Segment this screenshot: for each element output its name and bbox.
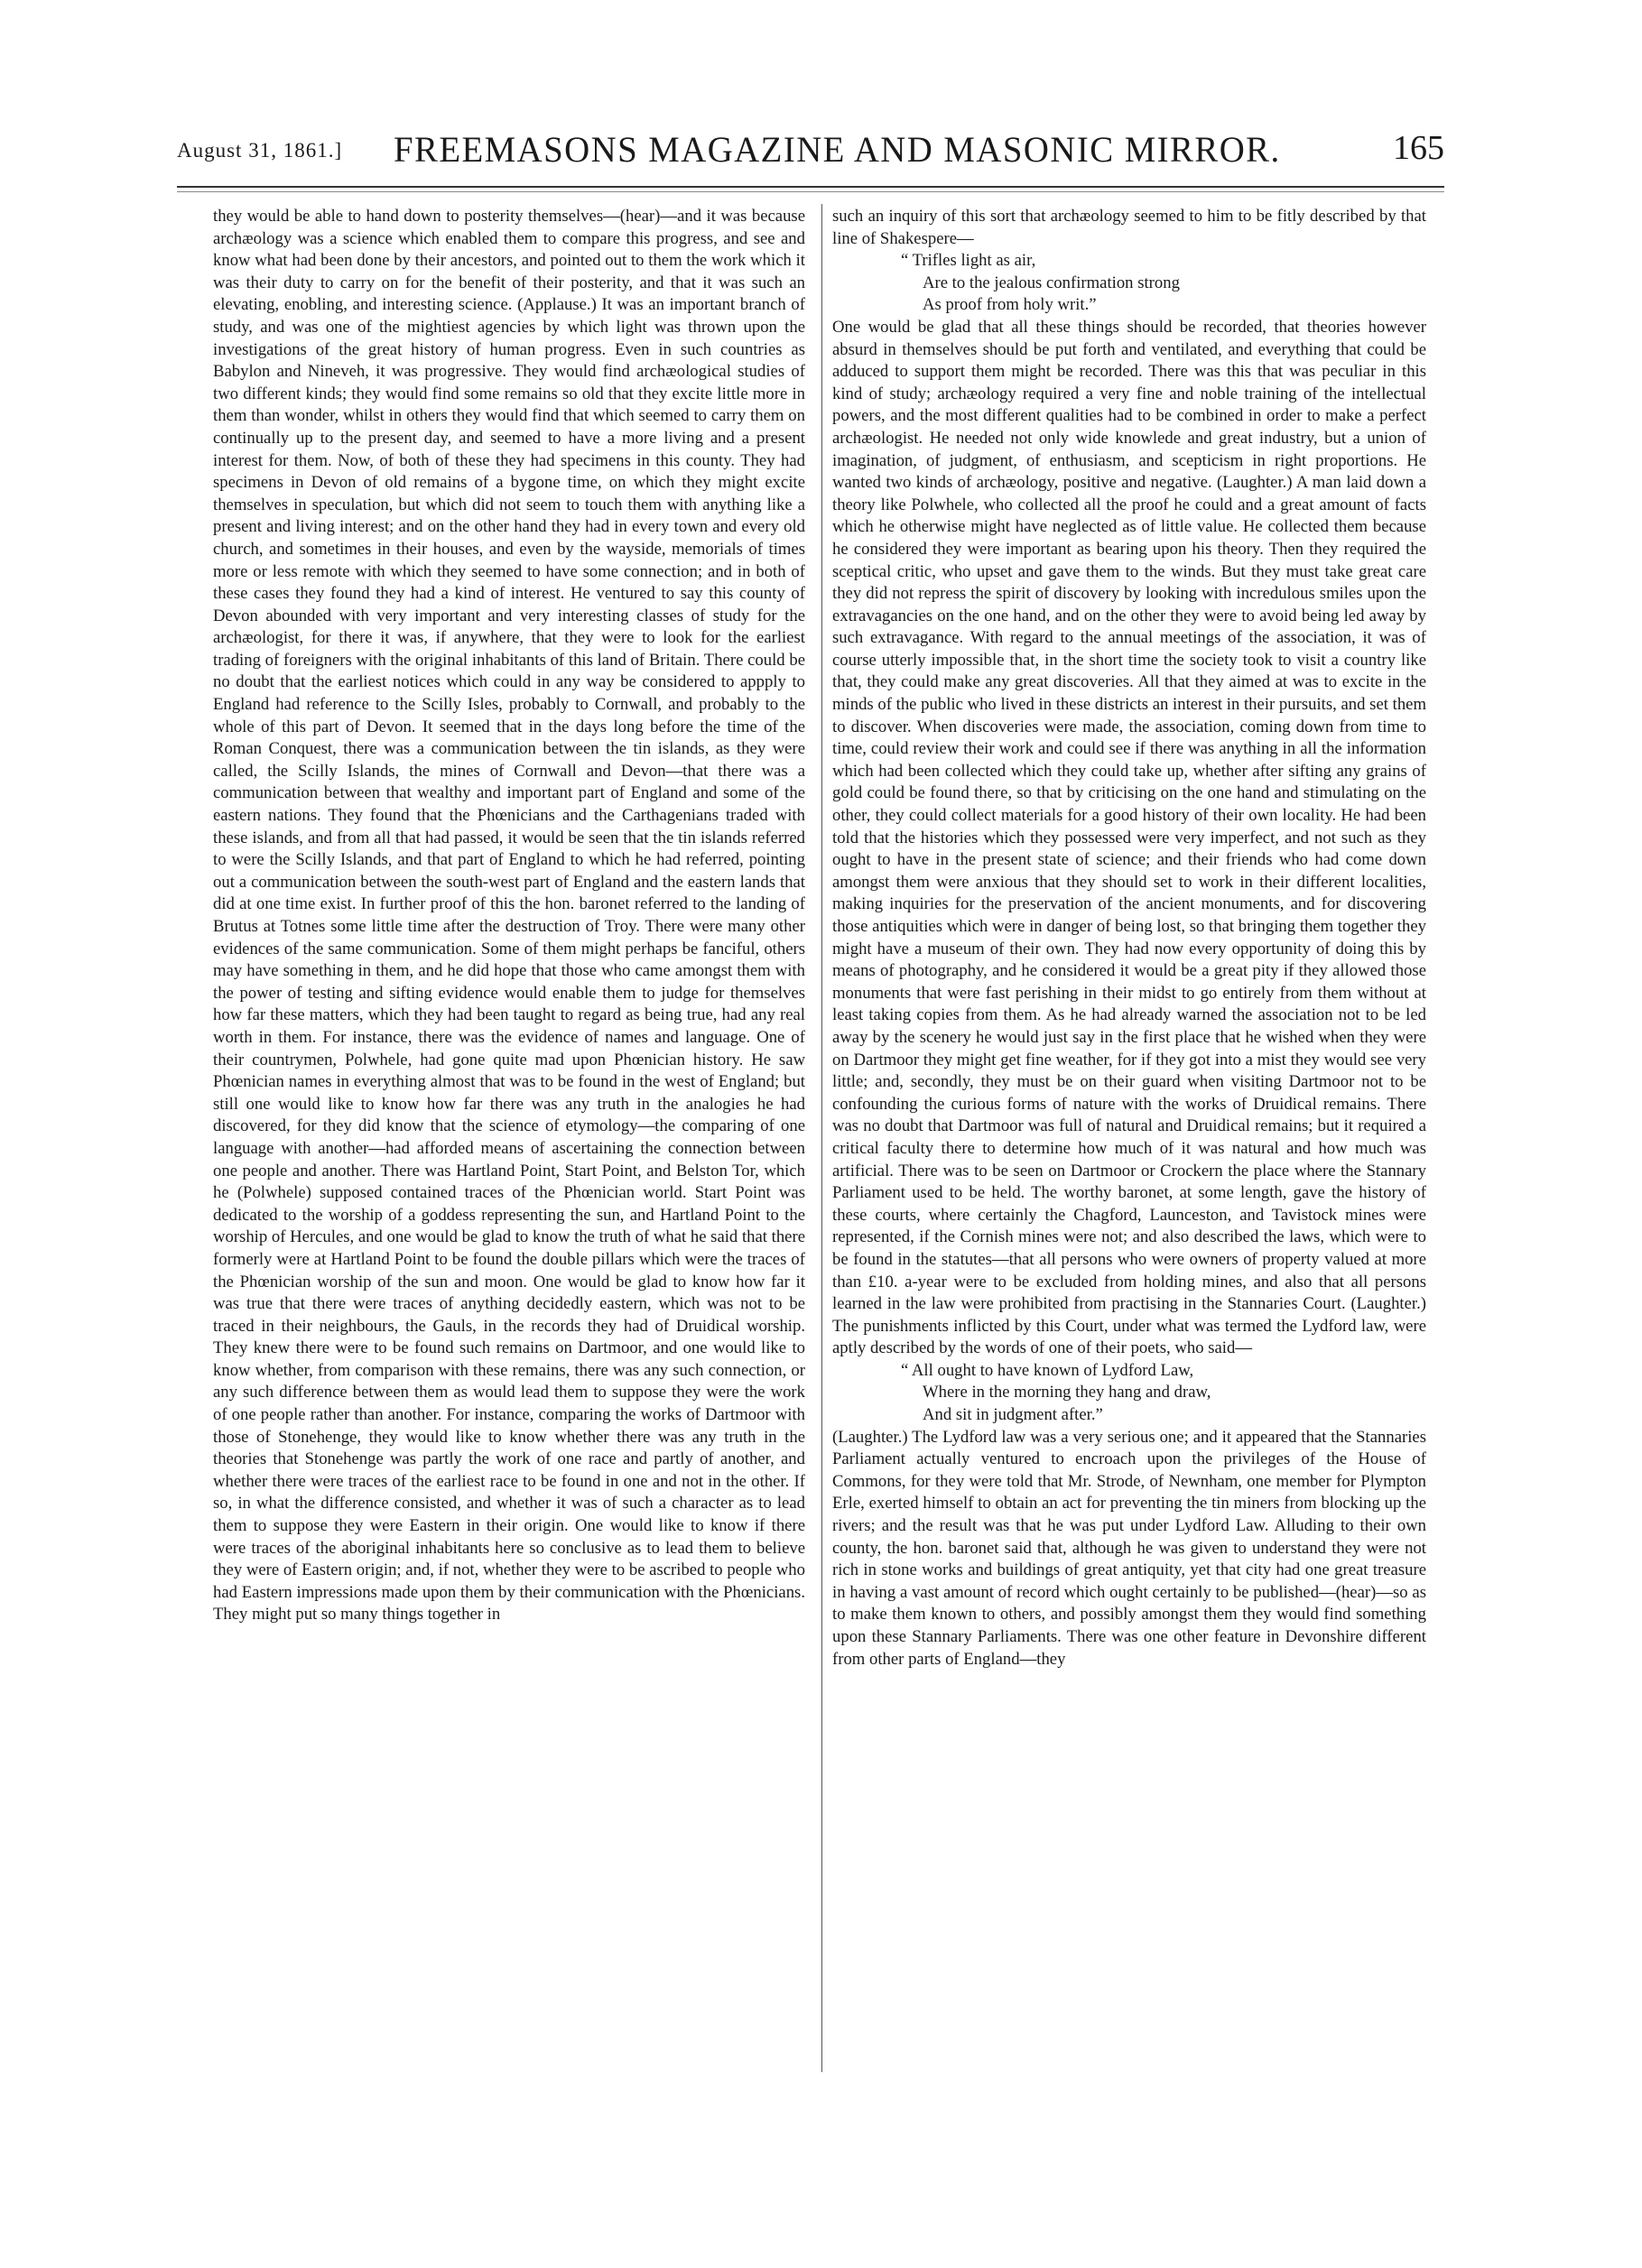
publication-title: FREEMASONS MAGAZINE AND MASONIC MIRROR. — [394, 129, 1281, 170]
column-divider — [821, 204, 822, 2072]
verse-line: “ All ought to have known of Lydford Law, — [901, 1360, 1194, 1380]
lydford-law-quotation — [832, 1360, 1426, 1427]
page-number: 165 — [1393, 129, 1444, 167]
right-paragraph-3: (Laughter.) The Lydford law was a very serious one; and it appeared that the Stannaries Parliament actually ventured to encroach upon the privileges of the House of Commons, for they were told that Mr. Strode, of Newnham, one member for Plympton Erle, exerted himself to obtain an act for preventing the tin miners from blocking up the rivers; and the result was that he was put under Lydford Law. Alluding to their own county, the hon. baronet said that, although he was given to understand they were not rich in stone works and buildings of great antiquity, yet that city had one great treasure in having a vast amount of record which ought certainly to be published—(hear)—so as to make them known to others, and possibly amongst them they would find something upon these Stannary Parliaments. There was one other feature in Devonshire different from other parts of England—they — [832, 1427, 1426, 1669]
verse-line: As proof from holy writ.” — [923, 295, 1097, 315]
verse-line: Where in the morning they hang and draw, — [923, 1383, 1211, 1402]
verse-line: Are to the jealous confirmation strong — [923, 273, 1180, 292]
right-paragraph-2: One would be glad that all these things should be recorded, that theories however absurd in themselves should be put forth and ventilated, and everything that could be adduced to support them might be recorded. There was this that was peculiar in this kind of study; archæology required a very fine and noble training of the intellectual powers, and the most different qualities had to be combined in order to make a perfect archæologist. He needed not only wide knowlede and great industry, but a union of imagination, of judgment, of enthusiasm, and scepticism in right proportions. He wanted two kinds of archæology, positive and negative. (Laughter.) A man laid down a theory like Polwhele, who collected all the proof he could and a great amount of facts which he otherwise might have neglected as of little value. He collected them because he considered they were important as bearing upon his theory. Then they required the sceptical critic, who upset and gave them to the winds. But they must take great care they did not repress the spirit of discovery by looking with incredulous smiles upon the extravagancies on the one hand, and on the other they were to avoid being led away by such extravagance. With regard to the annual meetings of the association, it was of course utterly impossible that, in the short time the society took to visit a country like that, they could make any great discoveries. All that they aimed at was to excite in the minds of the public who lived in these districts an interest in their pursuits, and set them to discover. When discoveries were made, the association, coming down from time to time, could review their work and could see if there was anything in all the information which had been collected which they could take up, whether after sifting any grains of gold could be found there, so that by criticising on the one hand and stimulating on the other, they could collect materials for a good history of their own locality. He had been told that the histories which they possessed were very imperfect, and not such as they ought to have in the present state of science; and their friends who had come down amongst them were anxious that they should set to work in their different localities, making inquiries for the preservation of the ancient monuments, and for discovering those antiquities which were in danger of being lost, so that bringing them together they might have a museum of their own. They had now every opportunity of doing this by means of photography, and he considered it would be a great pity if they allowed those monuments that were fast perishing in their midst to go entirely from them without at least taking copies from them. As he had already warned the association not to be led away by the scenery he would just say in the first place that he wished when they were on Dartmoor they might get fine weather, for if they got into a mist they would see very little; and, secondly, they must be on their guard when visiting Dartmoor not to be confounding the curious forms of nature with the works of Druidical remains. There was no doubt that Dartmoor was full of natural and Druidical remains; but it required a critical faculty there to determine how much of it was natural and how much was artificial. There was to be seen on Dartmoor or Crockern the place where the Stannary Parliament used to be held. The worthy baronet, at some length, gave the history of these courts, where certainly the Chagford, Launceston, and Tavistock mines were represented, if the Cornish mines were not; and also described the laws, which were to be found in the statutes—that all persons who were owners of property valued at more than £10. a-year were to be excluded from holding mines, and also that all persons learned in the law were prohibited from practising in the Stannaries Court. (Laughter.) The punishments inflicted by this Court, under what was termed the Lydford law, were aptly described by the words of one of their poets, who said— — [832, 317, 1426, 1358]
verse-line: And sit in judgment after.” — [923, 1405, 1103, 1425]
left-paragraph-1: they would be able to hand down to posterity themselves—(hear)—and it was because archæology was a science which enabled them to compare this progress, and see and know what had been done by their ancestors, and pointed out to them the work which it was their duty to carry on for the benefit of their posterity, and that it was such an elevating, enobling, and interesting science. (Applause.) It was an important branch of study, and was one of the mightiest agencies by which light was thrown upon the investigations of the great history of human progress. Even in such countries as Babylon and Nineveh, it was progressive. They would find archæological studies of two different kinds; they would find some remains so old that they excite little more in them than wonder, whilst in others they would find that which seemed to carry them on continually up to the present day, and seemed to have a more living and a present interest for them. Now, of both of these they had specimens in this county. They had specimens in Devon of old remains of a bygone time, on which they might excite themselves in speculation, but which did not seem to touch them with anything like a present and living interest; and on the other hand they had in every town and every old church, and sometimes in their houses, and even by the wayside, memorials of times more or less remote with which they seemed to have some connection; and in both of these cases they found they had a kind of interest. He ventured to say this county of Devon abounded with very important and very interesting classes of study for the archæologist, for there it was, if anywhere, that they were to look for the earliest trading of foreigners with the original inhabitants of this land of Britain. There could be no doubt that the earliest notices which could in any way be considered to appply to England had reference to the Scilly Isles, probably to Cornwall, and probably to the whole of this part of Devon. It seemed that in the days long before the time of the Roman Conquest, there was a communication between the tin islands, as they were called, the Scilly Islands, the mines of Cornwall and Devon—that there was a communication between that wealthy and important part of England and some of the eastern nations. They found that the Phœnicians and the Carthagenians traded with these islands, and from all that had passed, it would be seen that the tin islands referred to were the Scilly Islands, and that part of England to which he had referred, pointing out a communication between the south-west part of England and the eastern lands that did at one time exist. In further proof of this the hon. baronet referred to the landing of Brutus at Totnes some little time after the destruction of Troy. There were many other evidences of the same communication. Some of them might perhaps be fanciful, others may have something in them, and he did hope that those who came amongst them with the power of testing and sifting evidence would enable them to judge for themselves how far these matters, which they had been taught to regard as being true, had any real worth in them. For instance, there was the evidence of names and language. One of their countrymen, Polwhele, had gone quite mad upon Phœnician history. He saw Phœnician names in everything almost that was to be found in the west of England; but still one would like to know how far there was any truth in the analogies he had discovered, for they did know that the science of etymology—the comparing of one language with another—had afforded means of ascertaining the connection between one people and another. There was Hartland Point, Start Point, and Belston Tor, which he (Polwhele) supposed contained traces of the Phœnician world. Start Point was dedicated to the worship of a goddess representing the sun, and Hartland Point to the worship of Hercules, and one would be glad to know the truth of what he said that there formerly were at Hartland Point to be found the double pillars which were the traces of the Phœnician worship of the sun and moon. One would be glad to know how far it was true that there were traces of anything decidedly eastern, which was not to be traced in their neighbours, the Gauls, in the records they had of Druidical worship. They knew there were to be found such remains on Dartmoor, and one would like to know whether, from comparison with these remains, there was any such connection, or any such difference between them as would lead them to suppose they were the work of one people rather than another. For instance, comparing the works of Dartmoor with those of Stonehenge, they would like to know whether there was any truth in the theories that Stonehenge was partly the work of one race and partly of another, and whether there were traces of the earliest race to be found in one and not in the other. If so, in what the difference consisted, and whether it was of such a character as to lead them to suppose they were Eastern in their origin. One would like to know if there were traces of the aboriginal inhabitants here so conclusive as to lead them to believe they were of Eastern origin; and, if not, whether they were to be ascribed to people who had Eastern impressions made upon them by their communication with the Phœnicians. They might put so many things together in — [213, 207, 805, 1625]
page-header — [177, 126, 1444, 171]
right-column — [832, 206, 1426, 1671]
shakespeare-quotation — [832, 250, 1426, 317]
issue-date: August 31, 1861.] — [177, 139, 343, 162]
verse-line: “ Trifles light as air, — [901, 251, 1036, 271]
left-column — [213, 206, 805, 1626]
header-rule — [177, 186, 1444, 188]
right-paragraph-1: such an inquiry of this sort that archæology seemed to him to be fitly described by that line of Shakespere— — [832, 207, 1426, 248]
header-rule-thin — [177, 191, 1444, 192]
